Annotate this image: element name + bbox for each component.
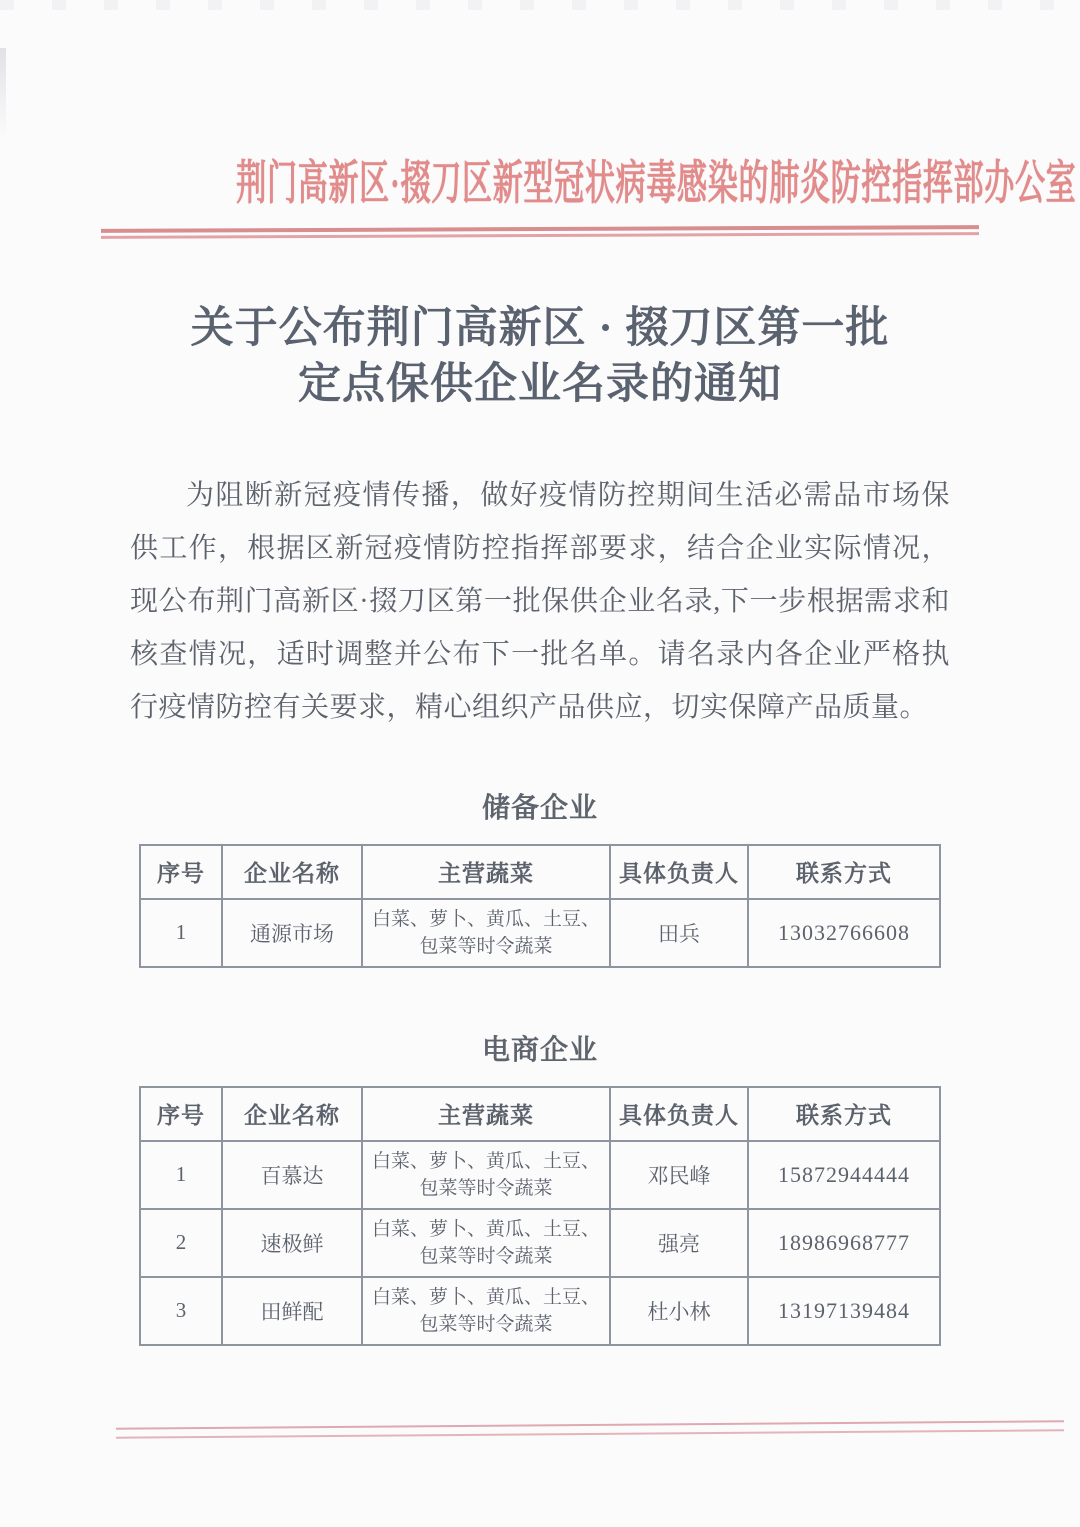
column-header-index: 序号: [140, 1087, 222, 1141]
section-title-ecommerce: 电商企业: [481, 1034, 598, 1066]
column-header-index: 序号: [140, 845, 222, 899]
cell-contact-person: 杜小林: [610, 1277, 748, 1345]
letterhead-org-name: 荆门高新区·掇刀区新型冠状病毒感染的肺炎防控指挥部办公室: [236, 158, 1077, 210]
table-row: [140, 899, 940, 967]
document-title-line-1: 关于公布荆门高新区 · 掇刀区第一批: [190, 305, 890, 352]
cell-company: 速极鲜: [222, 1209, 362, 1277]
cell-index: 1: [140, 1141, 222, 1209]
letterhead-divider-thin-line: [101, 232, 979, 239]
cell-phone: 13197139484: [748, 1277, 940, 1345]
letterhead: [0, 146, 1080, 237]
cell-index: 2: [140, 1209, 222, 1277]
cell-index: 3: [140, 1277, 222, 1345]
cell-contact-person: 邓民峰: [610, 1141, 748, 1209]
scan-noise-left: [0, 48, 6, 138]
cell-vegetables: 白菜、萝卜、黄瓜、土豆、包菜等时令蔬菜: [362, 1141, 610, 1209]
cell-vegetables: 白菜、萝卜、黄瓜、土豆、包菜等时令蔬菜: [362, 1277, 610, 1345]
cell-vegetables: 白菜、萝卜、黄瓜、土豆、包菜等时令蔬菜: [362, 899, 610, 967]
cell-vegetables: 白菜、萝卜、黄瓜、土豆、包菜等时令蔬菜: [362, 1209, 610, 1277]
page-bottom-divider: [116, 1420, 1064, 1438]
column-header-contact-person: 具体负责人: [610, 1087, 748, 1141]
table-row: [140, 1209, 940, 1277]
column-header-contact-person: 具体负责人: [610, 845, 748, 899]
section-title-reserve: 储备企业: [481, 792, 598, 824]
cell-phone: 18986968777: [748, 1209, 940, 1277]
table-header-row: [140, 845, 940, 899]
column-header-vegetables: 主营蔬菜: [362, 845, 610, 899]
ecommerce-enterprises-table: [139, 1086, 941, 1346]
cell-company: 百慕达: [222, 1141, 362, 1209]
column-header-vegetables: 主营蔬菜: [362, 1087, 610, 1141]
document-title: [0, 301, 1080, 413]
cell-company: 田鲜配: [222, 1277, 362, 1345]
table-header-row: [140, 1087, 940, 1141]
page-bottom-divider-line-2: [116, 1429, 1064, 1438]
letterhead-divider: [101, 225, 979, 239]
document-title-line-2: 定点保供企业名录的通知: [298, 360, 782, 408]
section-ecommerce-enterprises: [0, 1028, 1080, 1346]
cell-contact-person: 田兵: [610, 899, 748, 967]
reserve-enterprises-table: [139, 844, 941, 968]
cell-phone: 15872944444: [748, 1141, 940, 1209]
section-reserve-enterprises: [0, 786, 1080, 968]
column-header-company: 企业名称: [222, 1087, 362, 1141]
cell-company: 通源市场: [222, 899, 362, 967]
cell-contact-person: 强亮: [610, 1209, 748, 1277]
table-row: [140, 1141, 940, 1209]
table-row: [140, 1277, 940, 1345]
column-header-phone: 联系方式: [748, 845, 940, 899]
column-header-phone: 联系方式: [748, 1087, 940, 1141]
cell-index: 1: [140, 899, 222, 967]
scan-noise-top: [0, 0, 1080, 10]
page-bottom-divider-line-1: [116, 1420, 1064, 1429]
cell-phone: 13032766608: [748, 899, 940, 967]
document-body-paragraph: 为阻断新冠疫情传播，做好疫情防控期间生活必需品市场保供工作，根据区新冠疫情防控指挥部要求，结合企业实际情况，现公布荆门高新区·掇刀区第一批保供企业名录,下一步根据需求和核查情况，适时调整并公布下一批名单。请名录内各企业严格执行疫情防控有关要求，精心组织产品供应，切实保障产品质量。: [130, 479, 950, 723]
column-header-company: 企业名称: [222, 845, 362, 899]
